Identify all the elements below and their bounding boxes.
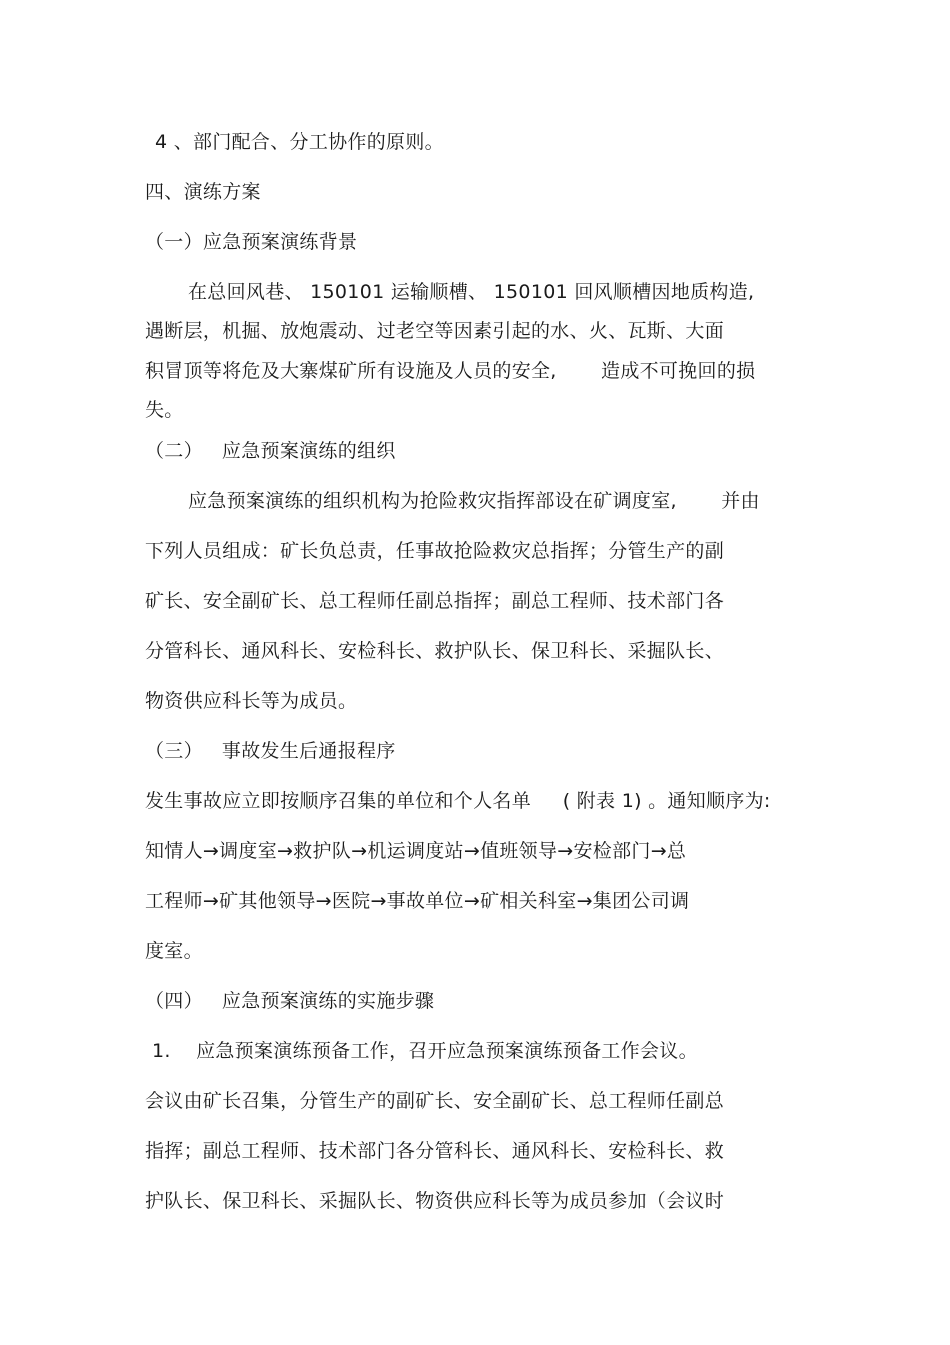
paragraph-line: 发生事故应立即按顺序召集的单位和个人名单 ( 附表 1) 。通知顺序为: (145, 790, 771, 812)
paragraph-line: 下列人员组成：矿长负总责，任事故抢险救灾总指挥；分管生产的副 (145, 540, 725, 562)
paragraph-line: 失。 (145, 399, 184, 421)
paragraph-line: 工程师→矿其他领导→医院→事故单位→矿相关科室→集团公司调 (145, 890, 690, 912)
paragraph-line: 遇断层，机掘、放炮震动、过老空等因素引起的水、火、瓦斯、大面 (145, 320, 725, 342)
subheading-3-reporting: （三） 事故发生后通报程序 (145, 740, 396, 762)
paragraph-line: 在总回风巷、 150101 运输顺槽、 150101 回风顺槽因地质构造, (188, 281, 755, 303)
paragraph-line: 护队长、保卫科长、采掘队长、物资供应科长等为成员参加（会议时 (145, 1190, 725, 1212)
section-heading-drill-plan: 四、演练方案 (145, 181, 261, 203)
paragraph-line: 积冒顶等将危及大寨煤矿所有设施及人员的安全, 造成不可挽回的损 (145, 360, 756, 382)
subheading-4-steps: （四） 应急预案演练的实施步骤 (145, 990, 435, 1012)
paragraph-line: 物资供应科长等为成员。 (145, 690, 358, 712)
paragraph-line: 知情人→调度室→救护队→机运调度站→值班领导→安检部门→总 (145, 840, 687, 862)
paragraph-line: 指挥；副总工程师、技术部门各分管科长、通风科长、安检科长、救 (145, 1140, 725, 1162)
subheading-2-organization: （二） 应急预案演练的组织 (145, 440, 396, 462)
step-1-line: 1. 应急预案演练预备工作，召开应急预案演练预备工作会议。 (152, 1040, 698, 1062)
paragraph-line: 度室。 (145, 940, 203, 962)
paragraph-line: 分管科长、通风科长、安检科长、救护队长、保卫科长、采掘队长、 (145, 640, 725, 662)
principle-4-line: 4 、部门配合、分工协作的原则。 (155, 131, 444, 153)
paragraph-line: 应急预案演练的组织机构为抢险救灾指挥部设在矿调度室, 并由 (188, 490, 760, 512)
paragraph-line: 矿长、安全副矿长、总工程师任副总指挥；副总工程师、技术部门各 (145, 590, 725, 612)
subheading-1-background: （一）应急预案演练背景 (145, 231, 358, 253)
paragraph-line: 会议由矿长召集，分管生产的副矿长、安全副矿长、总工程师任副总 (145, 1090, 725, 1112)
